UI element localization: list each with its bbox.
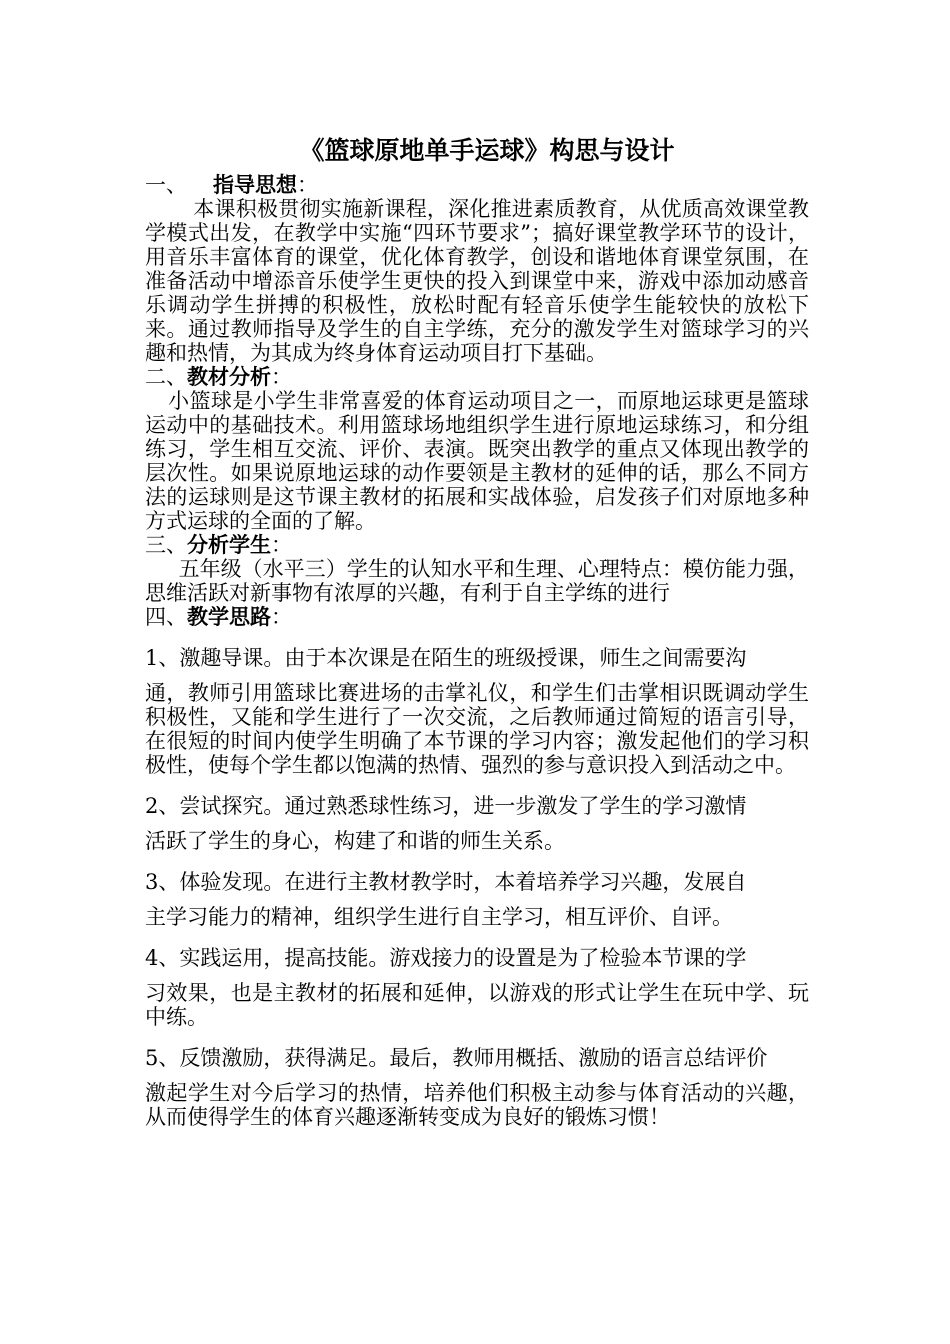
step-first-line: 3、体验发现。在进行主教材教学时，本着培养学习兴趣，发展自 (145, 870, 747, 894)
section-heading-text: 指导思想 (213, 172, 297, 197)
teaching-step-2 (145, 783, 809, 853)
document-content (145, 133, 809, 1129)
section-number: 二、 (145, 365, 187, 389)
step-first-line: 4、实践运用，提高技能。游戏接力的设置是为了检验本节课的学 (145, 946, 747, 970)
section-body-guiding-thought: 本课积极贯彻实施新课程，深化推进素质教育，从优质高效课堂教学模式出发，在教学中实施“四环节要求”；搞好课堂教学环节的设计，用音乐丰富体育的课堂，优化体育教学，创设和谐地体育课堂氛围，在准备活动中增添音乐使学生更快的投入到课堂中来，游戏中添加动感音乐调动学生拼搏的积极性，放松时配有轻音乐使学生能较快的放松下来。通过教师指导及学生的自主学练，充分的激发学生对篮球学习的兴趣和热情，为其成为终身体育运动项目打下基础。 (145, 197, 809, 365)
section-heading-student-analysis (145, 533, 809, 557)
heading-colon: ： (271, 365, 292, 389)
section-number: 三、 (145, 533, 187, 557)
section-heading-teaching-approach (145, 605, 809, 629)
step-text: 主学习能力的精神，组织学生进行自主学习，相互评价、自评。 (145, 905, 733, 929)
section-number: 四、 (145, 605, 187, 629)
teaching-step-5 (145, 1035, 809, 1129)
section-body-student-analysis: 五年级（水平三）学生的认知水平和生理、心理特点：模仿能力强，思维活跃对新事物有浓厚的兴趣，有利于自主学练的进行 (145, 557, 809, 605)
teaching-step-3 (145, 859, 809, 929)
step-text: 通，教师引用篮球比赛进场的击掌礼仪，和学生们击掌相识既调动学生积极性，又能和学生进行了一次交流，之后教师通过简短的语言引导，在很短的时间内使学生明确了本节课的学习内容；激发起他们的学习积极性，使每个学生都以饱满的热情、强烈的参与意识投入到活动之中。 (145, 681, 809, 777)
step-text: 习效果，也是主教材的拓展和延伸，以游戏的形式让学生在玩中学、玩中练。 (145, 981, 809, 1029)
section-heading-text: 分析学生 (187, 532, 271, 557)
step-text: 活跃了学生的身心，构建了和谐的师生关系。 (145, 829, 565, 853)
teaching-step-4 (145, 935, 809, 1029)
heading-colon: ： (271, 533, 292, 557)
section-heading-text: 教材分析 (187, 364, 271, 389)
heading-colon: ： (297, 173, 318, 197)
step-first-line: 2、尝试探究。通过熟悉球性练习，进一步激发了学生的学习激情 (145, 794, 747, 818)
section-heading-material-analysis (145, 365, 809, 389)
section-heading-text: 教学思路 (187, 604, 271, 629)
step-text: 激起学生对今后学习的热情，培养他们积极主动参与体育活动的兴趣，从而使得学生的体育兴趣逐渐转变成为良好的锻炼习惯！ (145, 1081, 809, 1129)
section-body-material-analysis: 小篮球是小学生非常喜爱的体育运动项目之一，而原地运球更是篮球运动中的基础技术。利用篮球场地组织学生进行原地运球练习，和分组练习，学生相互交流、评价、表演。既突出教学的重点又体现出教学的层次性。如果说原地运球的动作要领是主教材的延伸的话，那么不同方法的运球则是这节课主教材的拓展和实战体验，启发孩子们对原地多种方式运球的全面的了解。 (145, 389, 809, 533)
step-first-line: 5、反馈激励，获得满足。最后，教师用概括、激励的语言总结评价 (145, 1046, 768, 1070)
step-first-line: 1、激趣导课。由于本次课是在陌生的班级授课，师生之间需要沟 (145, 646, 747, 670)
section-number: 一、 (145, 173, 187, 197)
document-title: 《篮球原地单手运球》构思与设计 (299, 136, 675, 165)
section-heading-guiding-thought (145, 173, 809, 197)
teaching-step-1 (145, 635, 809, 777)
heading-colon: ： (271, 605, 292, 629)
